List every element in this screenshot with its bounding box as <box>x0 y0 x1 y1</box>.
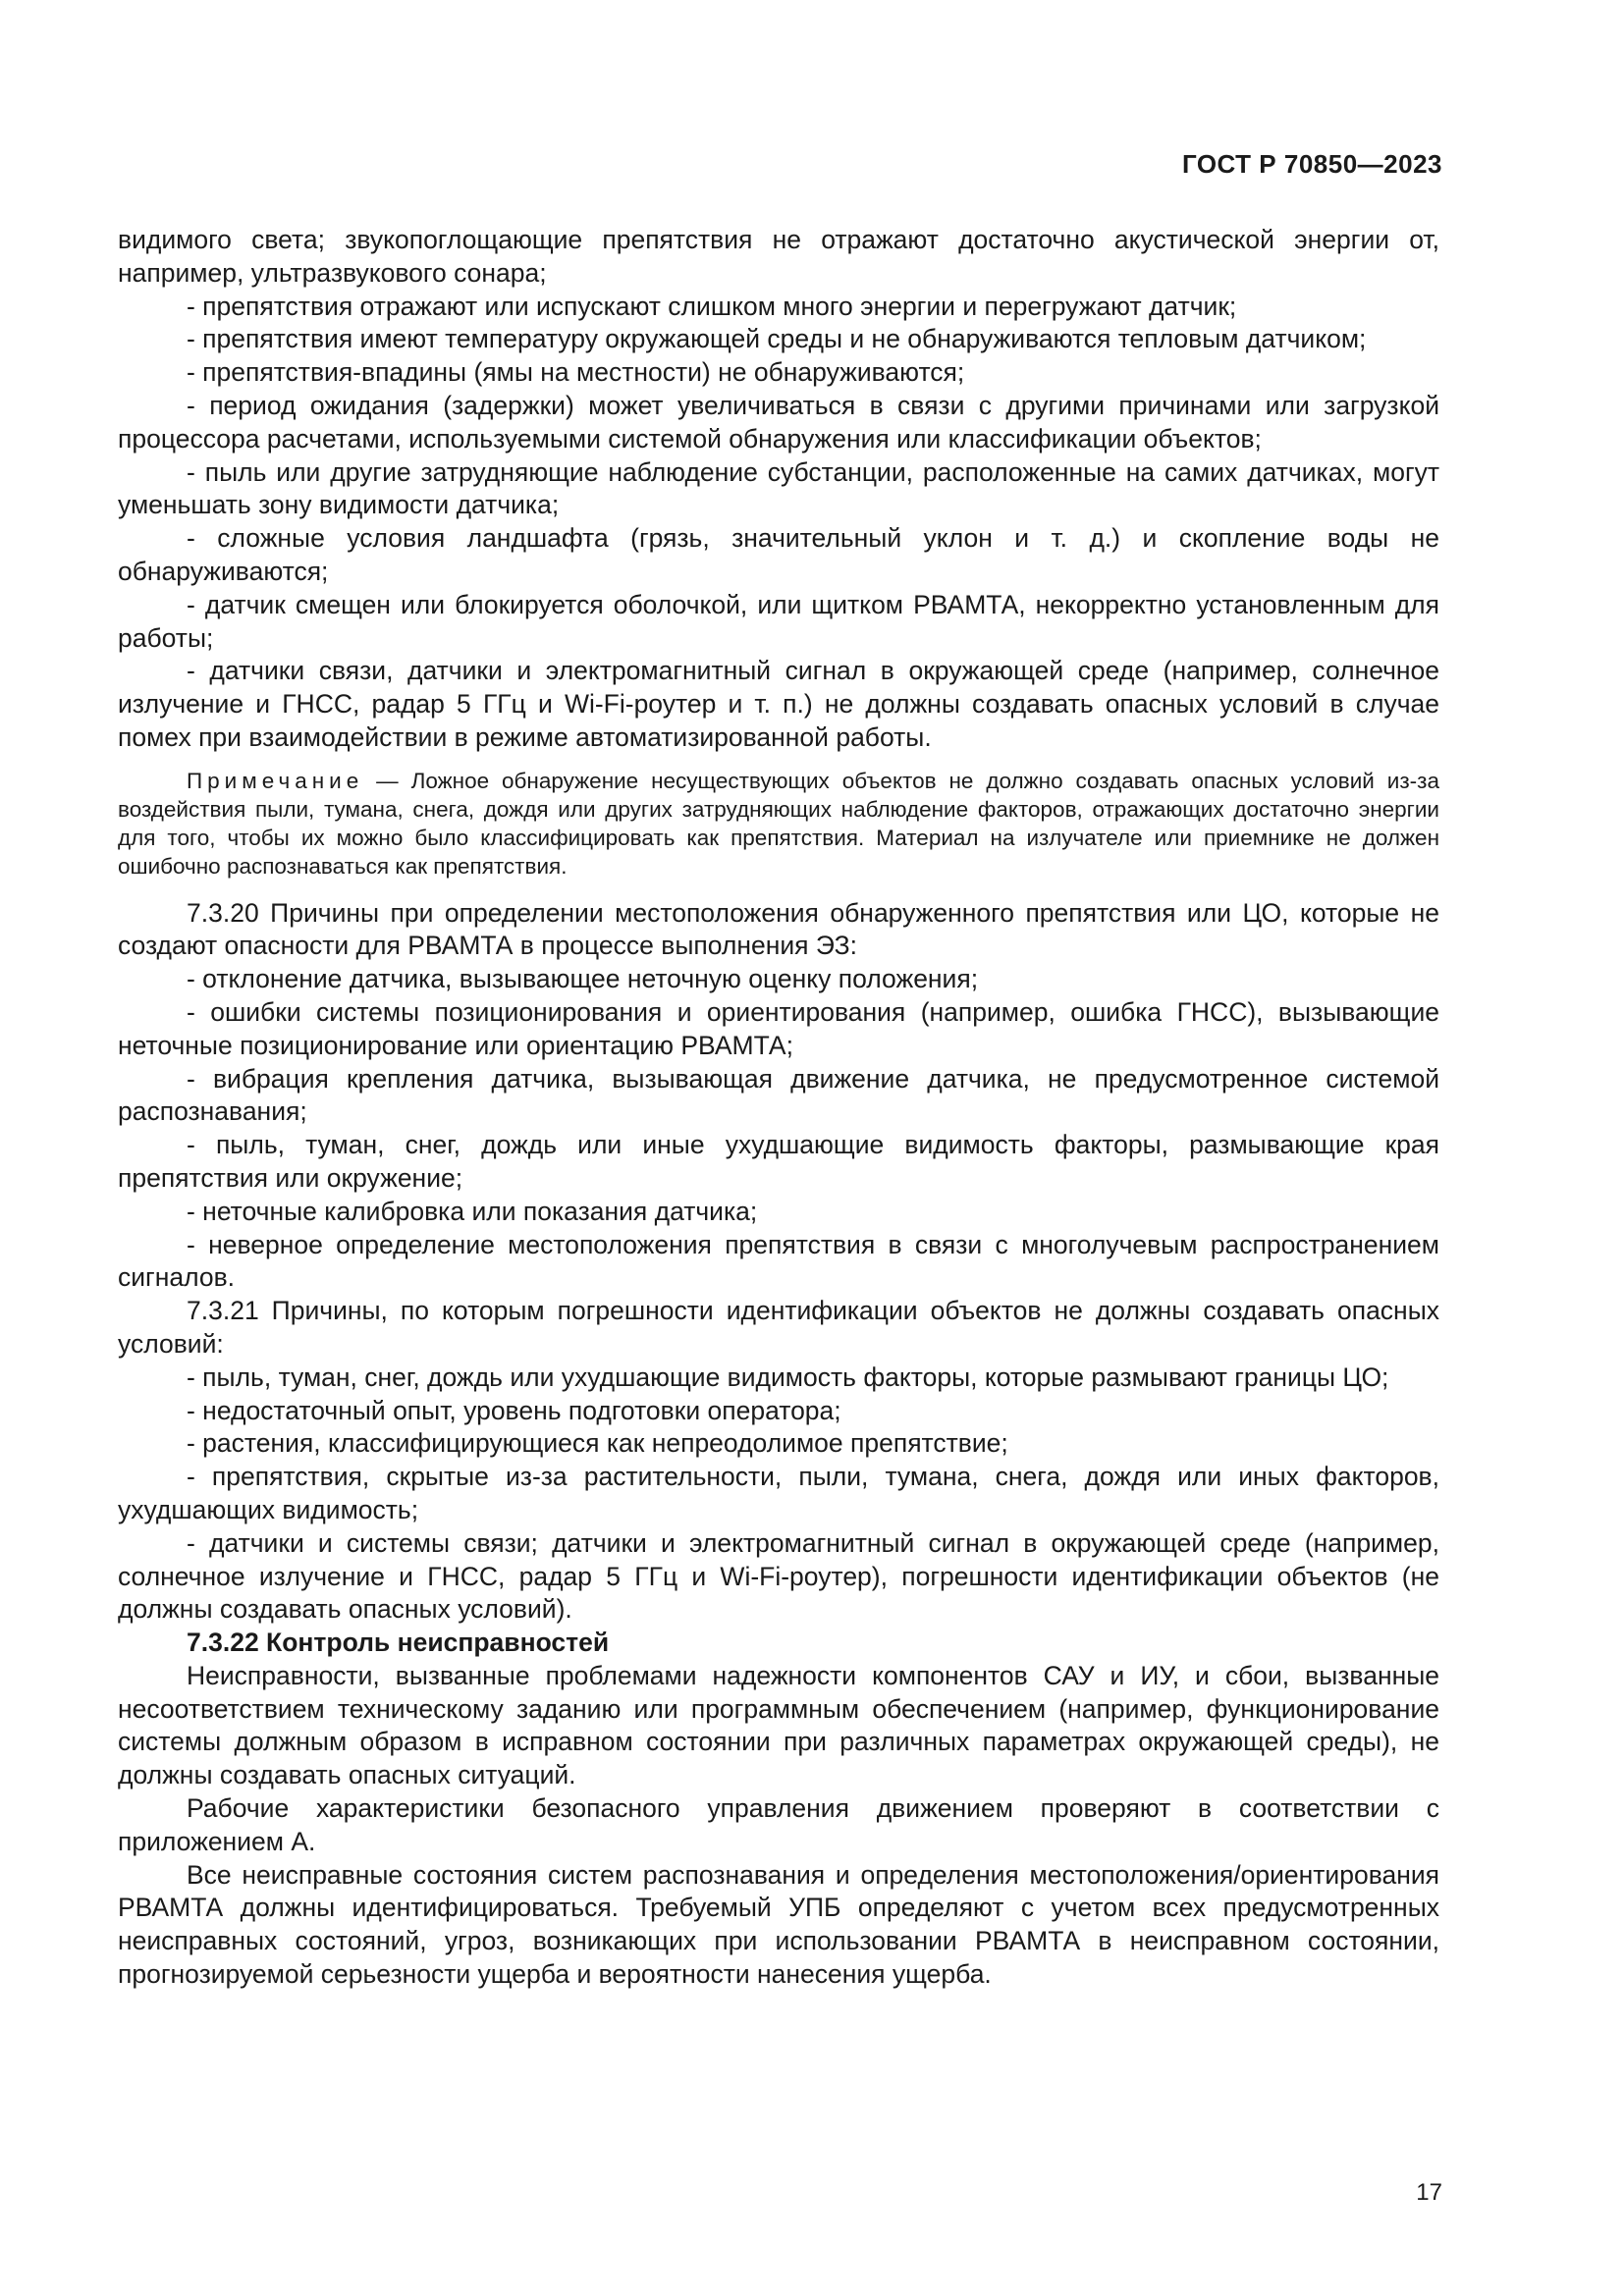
list-item: - пыль или другие затрудняющие наблюдение субстанции, расположенные на самих датчиках, могут уменьшать зону видимости датчика; <box>118 456 1439 520</box>
section-heading-7-3-22: 7.3.22 Контроль неисправностей <box>187 1628 610 1658</box>
document-body <box>118 224 1439 1992</box>
list-item: - сложные условия ландшафта (грязь, значительный уклон и т. д.) и скопление воды не обнаруживаются; <box>118 523 1439 586</box>
note-label: Примечание <box>187 768 364 793</box>
list-item: - неточные калибровка или показания датчика; <box>187 1196 758 1226</box>
list-item: - ошибки системы позиционирования и ориентирования (например, ошибка ГНСС), вызывающие неточные позиционирование или ориентацию РВАМТА; <box>118 996 1439 1060</box>
list-item: - период ожидания (задержки) может увеличиваться в связи с другими причинами или загрузкой процессора расчетами, используемыми системой обнаружения или классификации объектов; <box>118 390 1439 454</box>
list-item: - недостаточный опыт, уровень подготовки оператора; <box>187 1395 841 1425</box>
list-item: - отклонение датчика, вызывающее неточную оценку положения; <box>187 964 979 994</box>
standard-code-header: ГОСТ Р 70850—2023 <box>1181 149 1442 179</box>
section-7-3-20: 7.3.20 Причины при определении местоположения обнаруженного препятствия или ЦО, которые не создают опасности для РВАМТА в процессе выполнения ЭЗ: <box>118 897 1439 961</box>
list-item: - препятствия отражают или испускают слишком много энергии и перегружают датчик; <box>187 291 1237 321</box>
page-number: 17 <box>1416 2179 1442 2206</box>
paragraph: видимого света; звукопоглощающие препятствия не отражают достаточно акустической энергии от, например, ультразвукового сонара; <box>118 225 1439 288</box>
paragraph: Все неисправные состояния систем распознавания и определения местоположения/ориентирования РВАМТА должны идентифицироваться. Требуемый УПБ определяют с учетом всех предусмотренных неисправных состояний, угроз, возникающих при использовании РВАМТА в неисправном состоянии, прогнозируемой серьезности ущерба и вероятности нанесения ущерба. <box>118 1859 1439 1990</box>
list-item: - вибрация крепления датчика, вызывающая движение датчика, не предусмотренное системой распознавания; <box>118 1063 1439 1127</box>
list-item: - неверное определение местоположения препятствия в связи с многолучевым распространением сигналов. <box>118 1229 1439 1293</box>
list-item: - пыль, туман, снег, дождь или ухудшающие видимость факторы, которые размывают границы ЦО; <box>187 1362 1389 1392</box>
paragraph: Рабочие характеристики безопасного управления движением проверяют в соответствии с приложением А. <box>118 1793 1439 1856</box>
list-item: - датчики и системы связи; датчики и электромагнитный сигнал в окружающей среде (например, солнечное излучение и ГНСС, радар 5 ГГц и Wi-Fi-роутер), погрешности идентификации объектов (не должны создавать опасных условий). <box>118 1527 1439 1625</box>
list-item: - датчик смещен или блокируется оболочкой, или щитком РВАМТА, некорректно установленным для работы; <box>118 589 1439 653</box>
list-item: - препятствия имеют температуру окружающей среды и не обнаруживаются тепловым датчиком; <box>187 324 1367 354</box>
list-item: - препятствия-впадины (ямы на местности) не обнаруживаются; <box>187 357 965 388</box>
paragraph: Неисправности, вызванные проблемами надежности компонентов САУ и ИУ, и сбои, вызванные несоответствием техническому заданию или программным обеспечением (например, функционирование системы должным образом в исправном состоянии при различных параметрах окружающей среды), не должны создавать опасных ситуаций. <box>118 1660 1439 1790</box>
list-item: - пыль, туман, снег, дождь или иные ухудшающие видимость факторы, размывающие края препятствия или окружение; <box>118 1130 1439 1193</box>
note-text: — Ложное обнаружение несуществующих объектов не должно создавать опасных условий из-за воздействия пыли, тумана, снега, дождя или других затрудняющих наблюдение факторов, отражающих достаточно энергии для того, чтобы их можно было классифицировать как препятствия. Материал на излучателе или приемнике не должен ошибочно распознаваться как препятствия. <box>118 768 1439 880</box>
list-item: - датчики связи, датчики и электромагнитный сигнал в окружающей среде (например, солнечное излучение и ГНСС, радар 5 ГГц и Wi-Fi-роутер и т. п.) не должны создавать опасных условий в случае помех при взаимодействии в режиме автоматизированной работы. <box>118 656 1439 752</box>
list-item: - препятствия, скрытые из-за растительности, пыли, тумана, снега, дождя или иных факторов, ухудшающих видимость; <box>118 1462 1439 1524</box>
note <box>118 767 1439 881</box>
section-7-3-21: 7.3.21 Причины, по которым погрешности идентификации объектов не должны создавать опасных условий: <box>118 1296 1439 1359</box>
list-item: - растения, классифицирующиеся как непреодолимое препятствие; <box>187 1428 1008 1459</box>
